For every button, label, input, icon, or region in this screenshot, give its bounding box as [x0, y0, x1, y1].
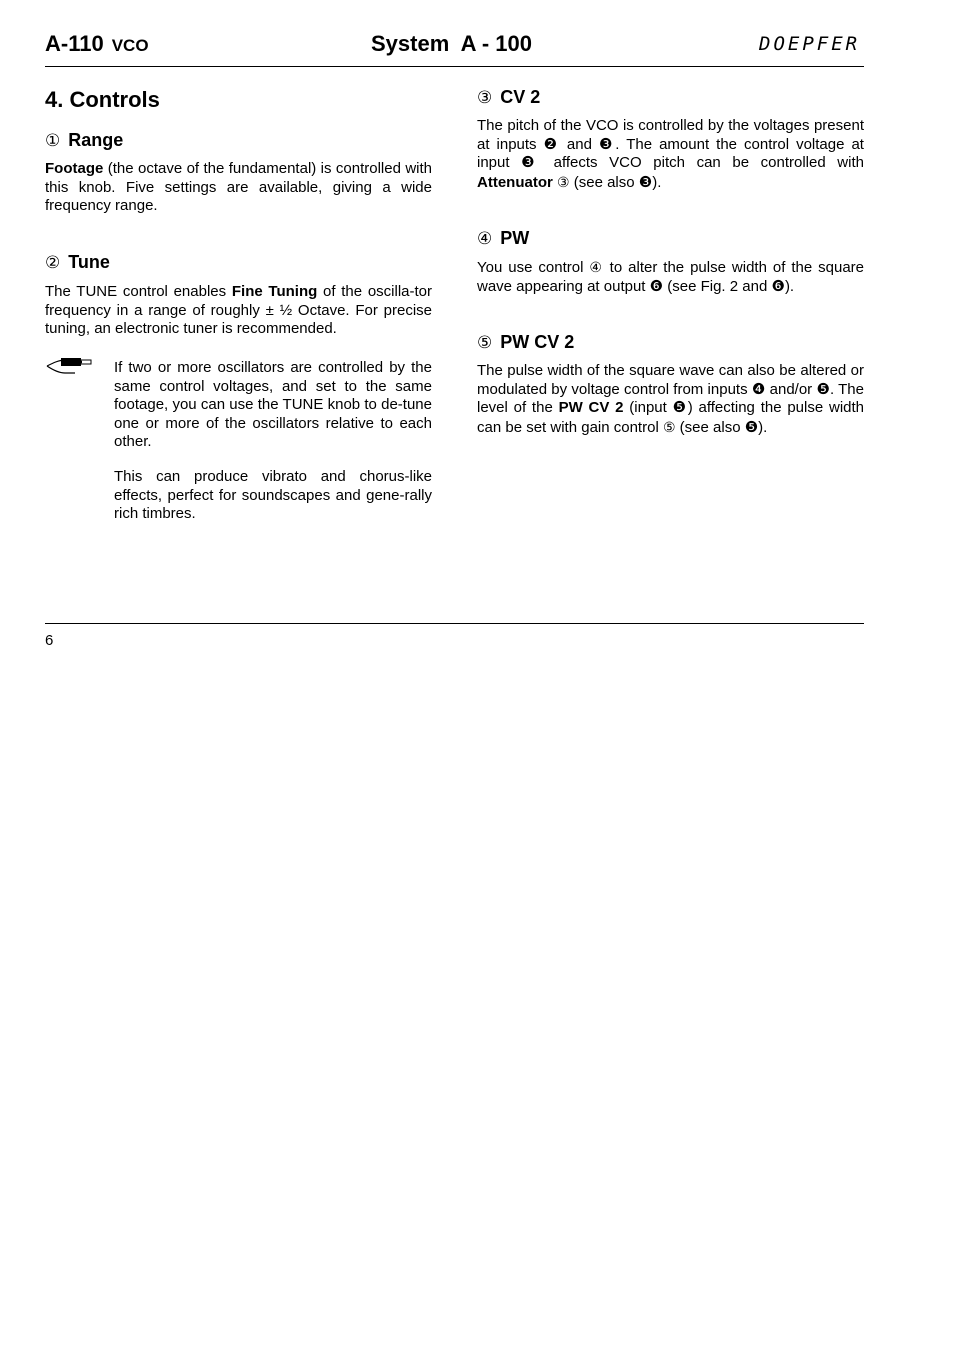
control-description-pw-cv2: The pulse width of the square wave can also be altered or modulated by voltage control from inputs ❹ and/or ❺. The level of the PW CV 2 (input ❺) affecting the pulse width can be set with gain control ⑤ (see also ❺). [477, 362, 864, 436]
brand-logo: DOEPFER [759, 33, 861, 55]
control-number: ⑤ [477, 333, 493, 352]
module-title [45, 31, 149, 57]
note-paragraph: This can produce vibrato and chorus-like effects, perfect for soundscapes and gene-rally rich timbres. [114, 468, 432, 523]
control-description-cv2: The pitch of the VCO is controlled by the voltages present at inputs ❷ and ❸. The amount the control voltage at input ❸ affects VCO pitch can be controlled with Attenuator ③ (see also ❸). [477, 117, 864, 191]
control-description-range: Footage (the octave of the fundamental) is controlled with this knob. Five settings are available, giving a wide frequency range. [45, 160, 432, 215]
page-number: 6 [45, 632, 54, 649]
patch-cable-icon [45, 354, 95, 378]
control-heading-pw [477, 228, 529, 249]
control-title: CV 2 [500, 87, 541, 107]
control-heading-range [45, 130, 123, 151]
module-type: VCO [111, 36, 149, 55]
control-title: PW [500, 228, 530, 248]
control-number: ④ [477, 229, 493, 248]
control-title: Tune [68, 252, 110, 272]
system-title: System A - 100 [371, 31, 533, 56]
control-description-tune: The TUNE control enables Fine Tuning of the oscilla-tor frequency in a range of roughly ± ½ Octave. For precise tuning, an electronic tuner is recommended. [45, 283, 433, 338]
control-heading-cv2 [477, 87, 540, 108]
control-title: Range [68, 130, 124, 150]
note-paragraph: If two or more oscillators are controlled by the same control voltages, and set to the same footage, you can use the TUNE knob to de-tune one or more of the oscillators relative to each other. [114, 359, 432, 451]
header-divider [45, 66, 864, 67]
module-model: A-110 [45, 31, 104, 56]
control-number: ② [45, 253, 61, 272]
control-description-pw: You use control ④ to alter the pulse width of the square wave appearing at output ❻ (see Fig. 2 and ❻). [477, 259, 864, 295]
section-title: 4. Controls [45, 87, 160, 112]
control-heading-tune [45, 252, 110, 273]
control-title: PW CV 2 [500, 332, 575, 352]
control-number: ① [45, 131, 61, 150]
control-heading-pw-cv2 [477, 332, 574, 353]
control-number: ③ [477, 88, 493, 107]
footer-divider [45, 623, 864, 624]
